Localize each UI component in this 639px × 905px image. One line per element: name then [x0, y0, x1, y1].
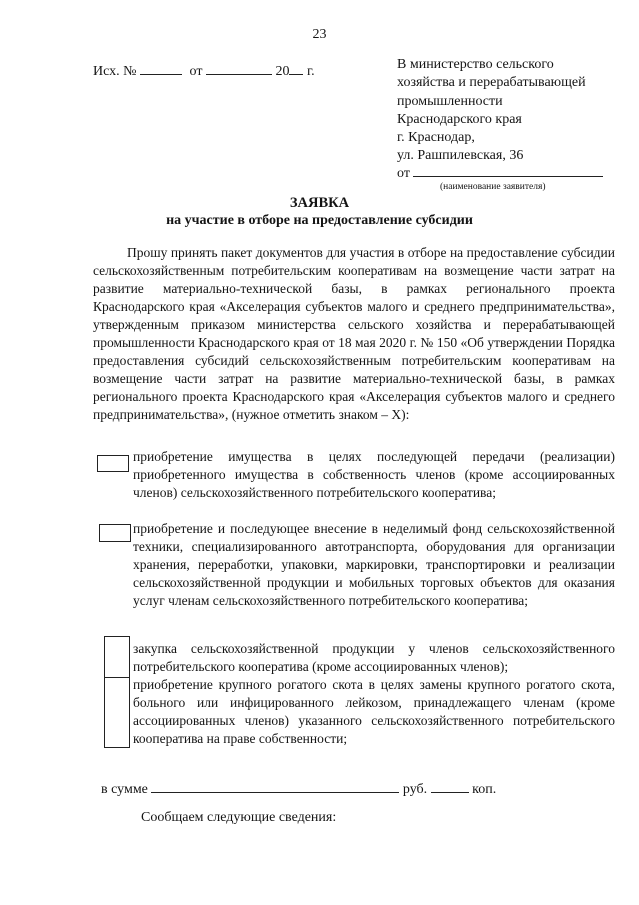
option-checkbox-2[interactable] — [99, 524, 131, 542]
addressee-line: г. Краснодар, — [397, 130, 475, 146]
addressee-block — [397, 56, 627, 166]
checkbox-divider — [105, 677, 129, 678]
outgoing-number-line — [93, 60, 315, 81]
closing-text: Сообщаем следующие сведения: — [141, 810, 337, 825]
outgoing-year-blank[interactable] — [289, 60, 303, 75]
applicant-caption: (наименование заявителя) — [440, 182, 546, 192]
amount-prefix: в сумме — [101, 782, 148, 797]
amount-kop-label: коп. — [472, 782, 497, 797]
outgoing-year-suffix: г. — [306, 64, 315, 79]
amount-line — [101, 778, 496, 799]
addressee-line: В министерство сельского — [397, 57, 554, 72]
option-text-2: приобретение и последующее внесение в неделимый фонд сельскохозяйственной техники, специализированного автотранспорта, оборудования для организации хранения, переработки, упаковки, маркировки, транспортировки и реализации сельскохозяйственной продукции и мобильных торговых объектов для оказания услуг членам сельскохозяйственного потребительского кооператива; — [133, 521, 615, 608]
amount-rub-blank[interactable] — [151, 778, 399, 793]
document-subtitle: на участие в отборе на предоставление субсидии — [166, 213, 473, 228]
option-checkbox-3-4[interactable] — [104, 636, 130, 748]
document-title: ЗАЯВКА — [289, 195, 350, 211]
addressee-line: Краснодарского края — [397, 111, 522, 127]
applicant-from-word: от — [397, 166, 410, 181]
amount-kop-blank[interactable] — [431, 778, 469, 793]
outgoing-year-prefix: 20 — [275, 64, 290, 79]
intro-paragraph: Прошу принять пакет документов для участия в отборе на предоставление субсидии сельскохозяйственным потребительским кооперативам на возмещение части затрат на развитие материально-технической базы, в рамках регионального проекта Краснодарского края «Акселерация субъектов малого и среднего предпринимательства», утвержденным приказом министерства сельского хозяйства и перерабатывающей промышленности Краснодарского края от 18 мая 2020 г. № 150 «Об утверждении Порядка предоставления субсидий сельскохозяйственным потребительским кооперативам на возмещение части затрат на развитие материально-технической базы, в рамках регионального проекта Краснодарского края «Акселерация субъектов малого и среднего предпринимательства», (нужное отметить знаком – Х): — [93, 245, 615, 422]
applicant-name-blank[interactable] — [413, 162, 603, 177]
page-number: 23 — [312, 27, 327, 42]
outgoing-date-blank[interactable] — [206, 60, 272, 75]
outgoing-number-blank[interactable] — [140, 60, 182, 75]
outgoing-from-word: от — [189, 64, 203, 79]
option-text-4: приобретение крупного рогатого скота в целях замены крупного рогатого скота, больного или инфицированного лейкозом, принадлежащего членам (кроме ассоциированных членов) указанного сельскохозяйственного потребительского кооператива на праве собственности; — [133, 677, 615, 746]
addressee-line: хозяйства и перерабатывающей — [397, 75, 586, 91]
option-text-3: закупка сельскохозяйственной продукции у членов сельскохозяйственного потребительского кооператива (кроме ассоциированных членов); — [133, 641, 615, 674]
addressee-line: ул. Рашпилевская, 36 — [397, 148, 524, 164]
option-checkbox-1[interactable] — [97, 455, 129, 472]
outgoing-prefix: Исх. № — [93, 64, 137, 79]
amount-rub-label: руб. — [402, 782, 428, 797]
addressee-line: промышленности — [397, 93, 503, 109]
option-text-1: приобретение имущества в целях последующей передачи (реализации) приобретенного имущества в собственность членов (кроме ассоциированных членов) сельскохозяйственного потребительского кооператива; — [133, 449, 615, 500]
